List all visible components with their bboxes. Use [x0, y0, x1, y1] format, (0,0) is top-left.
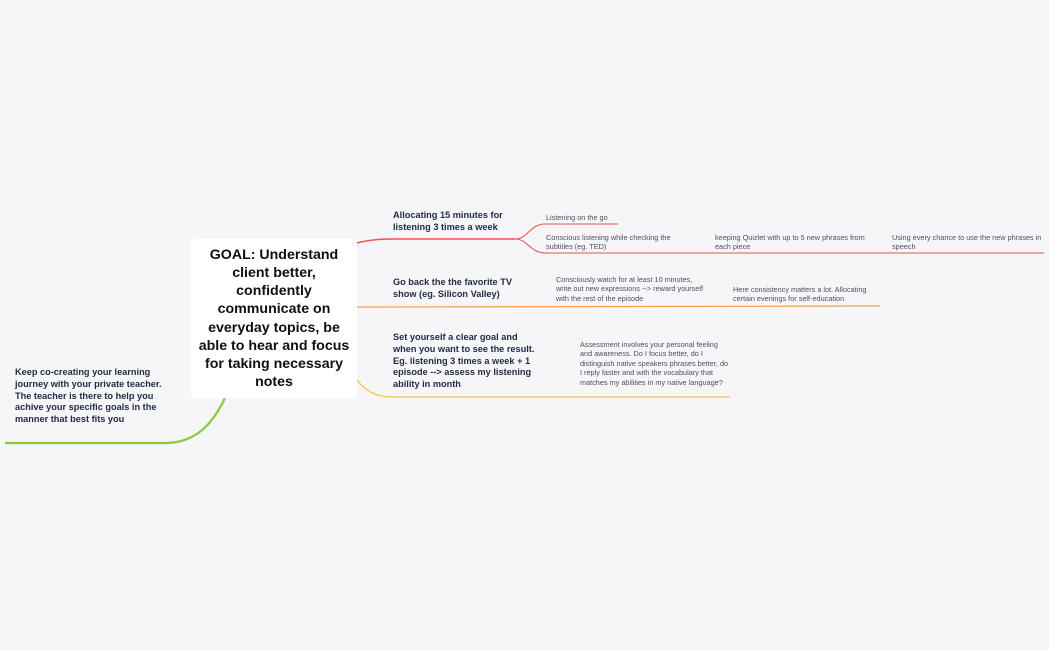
- left-topic-text: Keep co-creating your learning journey with your private teacher. The teacher is there to help you achive your specific goals in the manner that best fits you: [15, 367, 162, 425]
- subtopic-text: Using every chance to use the new phrases in speech: [892, 233, 1042, 252]
- central-topic-text: GOAL: Understand client better, confidently communicate on everyday topics, be able to hear and focus for taking necessary notes: [198, 246, 350, 391]
- subtopic-consistency[interactable]: [733, 285, 883, 304]
- topic-listening-15min[interactable]: [393, 210, 518, 234]
- topic-clear-goal[interactable]: [393, 332, 543, 391]
- subtopic-consciously-watch[interactable]: [556, 275, 704, 303]
- subtopic-text: Here consistency matters a lot. Allocating certain evenings for self-education: [733, 285, 867, 304]
- topic-text: Go back the the favorite TV show (eg. Silicon Valley): [393, 277, 512, 299]
- topic-favorite-tv-show[interactable]: [393, 277, 523, 301]
- topic-text: Set yourself a clear goal and when you want to see the result. Eg. listening 3 times a week + 1 episode --> assess my listening ability in month: [393, 332, 535, 390]
- topic-text: Allocating 15 minutes for listening 3 times a week: [393, 210, 503, 232]
- subtopic-text: Conscious listening while checking the subtitles (eg. TED): [546, 233, 671, 252]
- subtopic-text: keeping Quizlet with up to 5 new phrases from each piece: [715, 233, 865, 252]
- central-topic[interactable]: [191, 239, 357, 398]
- subtopic-text: Listening on the go: [546, 213, 608, 222]
- subtopic-conscious-listening[interactable]: [546, 233, 696, 252]
- subtopic-keeping-quizlet[interactable]: [715, 233, 865, 252]
- left-topic[interactable]: [15, 367, 165, 426]
- subtopic-use-new-phrases[interactable]: [892, 233, 1044, 252]
- subtopic-assessment[interactable]: [580, 340, 730, 387]
- subtopic-text: Consciously watch for at least 10 minutes, write out new expressions --> reward yourself with the rest of the episode: [556, 275, 704, 303]
- subtopic-listening-on-the-go[interactable]: [546, 213, 626, 222]
- subtopic-text: Assessment involves your personal feeling and awareness. Do I focus better, do I distinguish native speakers phrases better, do I reply faster and with the vocabulary that matches my abilities in my native language?: [580, 340, 729, 387]
